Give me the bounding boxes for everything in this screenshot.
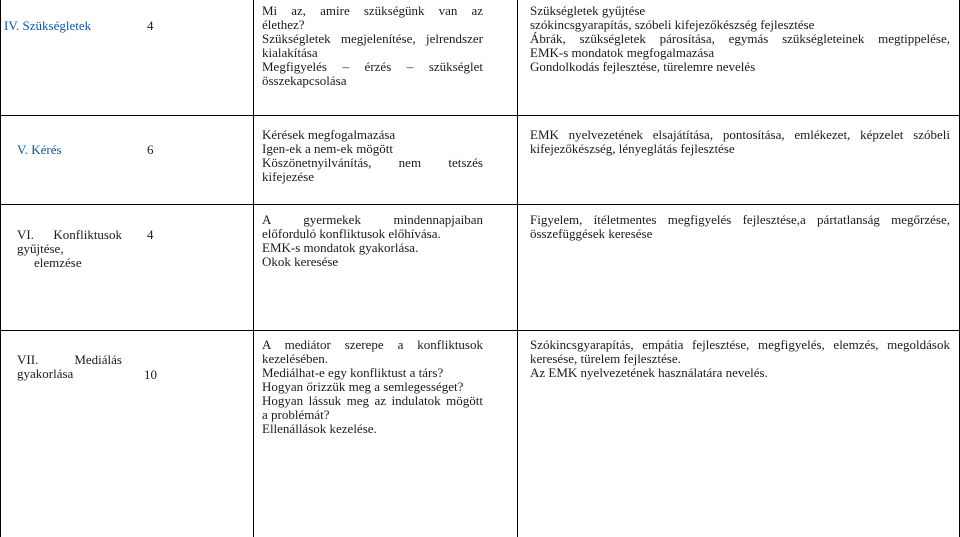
topic-line: IV. Szükségletek [4,18,92,33]
row-7-content [262,338,483,436]
topic-line: VII. Mediálás [17,352,122,367]
content-line: a problémát? [262,407,330,422]
row-6-topic [17,228,122,270]
table-border-left [0,0,1,537]
topic-line: V. Kérés [17,142,62,157]
skills-line: kifejezőkészség, lényeglátás fejlesztése [530,141,735,156]
skills-line: szókincsgyarapítás, szóbeli kifejezőkészség fejlesztése [530,17,815,32]
row-5-hours: 6 [147,142,154,157]
topic-line: VI. Konfliktusok [17,227,122,242]
topic-line: gyakorlása [17,366,74,381]
content-line: EMK-s mondatok gyakorlása. [262,240,419,255]
content-line: előforduló konfliktusok előhívása. [262,226,441,241]
content-line: Kérések megfogalmazása [262,127,396,142]
skills-line: Az EMK nyelvezetének használatára nevelés. [530,365,768,380]
row-7-topic [17,353,122,381]
content-line: Okok keresése [262,254,339,269]
skills-line: összefüggések keresése [530,226,653,241]
content-line: kezelésében. [262,351,329,366]
content-line: Megfigyelés – érzés – szükséglet [262,59,483,74]
row-5-topic [17,143,117,157]
skills-line: keresése, türelem fejlesztése. [530,351,681,366]
row-4-topic [4,19,124,33]
content-line: összekapcsolása [262,73,347,88]
content-line: Hogyan lássuk meg az indulatok mögött [262,393,483,408]
topic-line: gyűjtése, [17,241,64,256]
content-line: Mediálhat-e egy konfliktust a társ? [262,365,444,380]
content-line: Ellenállások kezelése. [262,421,377,436]
row-4-hours: 4 [147,18,154,33]
content-line: Köszönetnyilvánítás, nem tetszés [262,155,483,170]
skills-line: EMK nyelvezetének elsajátítása, pontosítása, emlékezet, képzelet szóbeli [530,127,950,142]
content-line: Hogyan őrizzük meg a semlegességet? [262,379,464,394]
content-line: kialakítása [262,45,318,60]
row-divider-3 [0,330,960,331]
row-6-hours: 4 [147,227,154,242]
row-divider-1 [0,115,960,116]
row-7-skills [530,338,950,380]
skills-line: Gondolkodás fejlesztése, türelemre nevelés [530,59,756,74]
column-divider-2 [517,0,518,537]
skills-line: Ábrák, szükségletek párosítása, egymás szükségleteinek megtippelése, [530,31,950,46]
skills-line: Figyelem, ítéletmentes megfigyelés fejlesztése,a pártatlanság megőrzése, [530,212,950,227]
column-divider-1 [253,0,254,537]
row-4-skills [530,4,950,74]
row-7-hours: 10 [144,367,157,382]
content-line: Mi az, amire szükségünk van az [262,3,483,18]
topic-line: elemzése [34,255,82,270]
content-line: kifejezése [262,169,314,184]
content-line: Szükségletek megjelenítése, jelrendszer [262,31,483,46]
skills-line: EMK-s mondatok megfogalmazása [530,45,715,60]
content-line: élethez? [262,17,305,32]
skills-line: Szükségletek gyűjtése [530,3,646,18]
row-5-content [262,128,483,184]
content-line: A mediátor szerepe a konfliktusok [262,337,483,352]
row-divider-2 [0,204,960,205]
content-line: A gyermekek mindennapjaiban [262,212,483,227]
row-5-skills [530,128,950,156]
row-6-skills [530,213,950,241]
skills-line: Szókincsgyarapítás, empátia fejlesztése, megfigyelés, elemzés, megoldások [530,337,950,352]
content-line: Igen-ek a nem-ek mögött [262,141,394,156]
row-4-content [262,4,483,88]
row-6-content [262,213,483,269]
